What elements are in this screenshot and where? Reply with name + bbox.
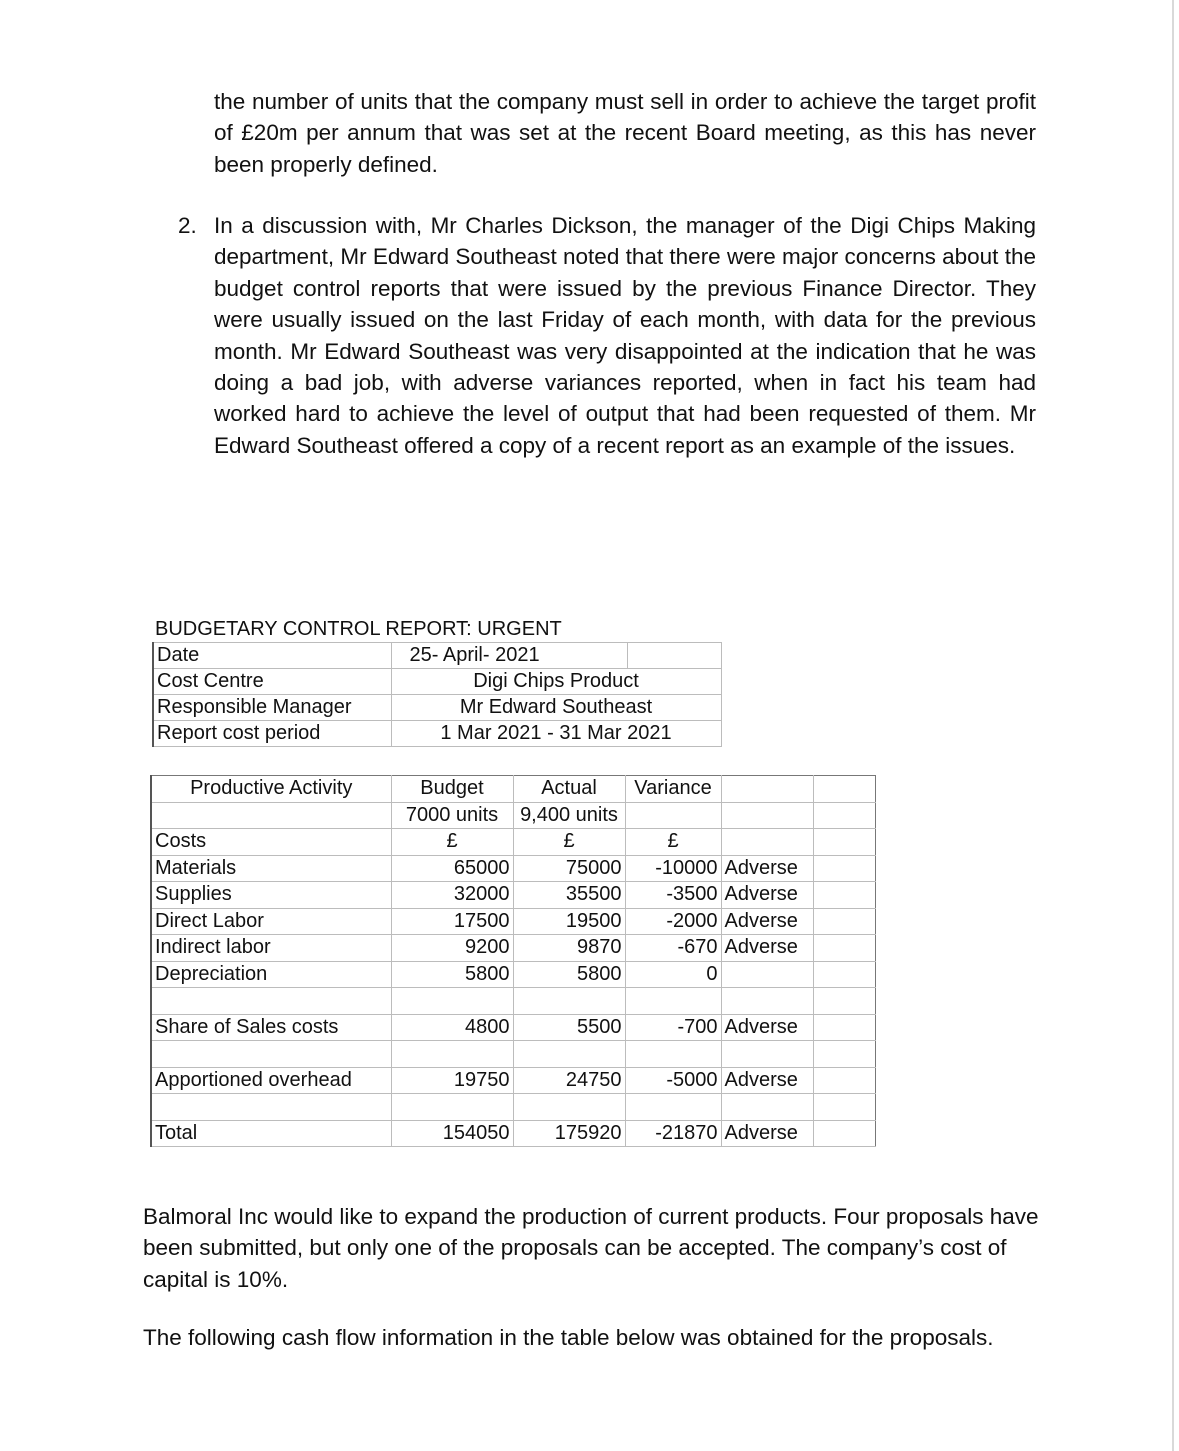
empty-cell: [513, 988, 625, 1015]
variance-value: -21870: [625, 1120, 721, 1147]
units-row: [151, 802, 875, 829]
empty-cell: [813, 802, 875, 829]
actual-value: 5800: [513, 961, 625, 988]
empty-cell: [813, 1014, 875, 1041]
header-row: [153, 721, 721, 747]
col-actual: Actual: [513, 776, 625, 803]
spacer-row: [151, 1094, 875, 1121]
actual-value: 75000: [513, 855, 625, 882]
budget-value: 154050: [391, 1120, 513, 1147]
row-label: Total: [151, 1120, 391, 1147]
table-row: [151, 882, 875, 909]
empty-cell: [721, 1094, 813, 1121]
empty-cell: [721, 829, 813, 856]
empty-cell: [813, 1120, 875, 1147]
variance-value: -5000: [625, 1067, 721, 1094]
empty-cell: [813, 1094, 875, 1121]
paragraph-discussion: In a discussion with, Mr Charles Dickson, the manager of the Digi Chips Making department, Mr Edward Southeast noted that there were major concerns about the budget control reports that were issued by the previous Finance Director. They were usually issued on the last Friday of each month, with data for the previous month. Mr Edward Southeast was very disappointed at the indication that he was doing a bad job, with adverse variances reported, when in fact his team had worked hard to achieve the level of output that had been requested of them. Mr Edward Southeast offered a copy of a recent report as an example of the issues.: [214, 213, 1036, 458]
budget-value: 32000: [391, 882, 513, 909]
actual-value: 19500: [513, 908, 625, 935]
variance-note: Adverse: [721, 1014, 813, 1041]
col-budget: Budget: [391, 776, 513, 803]
currency-symbol: £: [513, 829, 625, 856]
row-label: Direct Labor: [151, 908, 391, 935]
empty-cell: [625, 1041, 721, 1068]
empty-cell: [813, 1041, 875, 1068]
empty-cell: [627, 643, 721, 669]
empty-cell: [813, 882, 875, 909]
row-label: Share of Sales costs: [151, 1014, 391, 1041]
table-row: [151, 855, 875, 882]
table-row: [151, 1067, 875, 1094]
report-title: BUDGETARY CONTROL REPORT: URGENT: [155, 618, 562, 640]
header-row: [153, 695, 721, 721]
empty-cell: [813, 829, 875, 856]
budget-value: 19750: [391, 1067, 513, 1094]
spacer-row: [151, 988, 875, 1015]
col-variance: Variance: [625, 776, 721, 803]
variance-note: Adverse: [721, 935, 813, 962]
empty-cell: [391, 988, 513, 1015]
header-value: Digi Chips Product: [391, 669, 721, 695]
variance-value: 0: [625, 961, 721, 988]
budget-value: 9200: [391, 935, 513, 962]
empty-cell: [813, 855, 875, 882]
empty-cell: [151, 802, 391, 829]
date-value: 25- April- 2021: [409, 644, 540, 666]
row-label: Costs: [151, 829, 391, 856]
budget-value: 65000: [391, 855, 513, 882]
variance-note: Adverse: [721, 908, 813, 935]
variance-note: Adverse: [721, 1120, 813, 1147]
actual-value: 35500: [513, 882, 625, 909]
row-label: Depreciation: [151, 961, 391, 988]
list-number: 2.: [178, 213, 197, 238]
header-row: [153, 643, 721, 669]
budget-value: 5800: [391, 961, 513, 988]
variance-note: Adverse: [721, 882, 813, 909]
empty-cell: [813, 935, 875, 962]
currency-symbol: £: [625, 829, 721, 856]
paragraph-cash-flow: The following cash flow information in the table below was obtained for the proposals.: [143, 1325, 994, 1350]
paragraph-target-profit: the number of units that the company must sell in order to achieve the target profit of £20m per annum that was set at the recent Board meeting, as this has never been properly defined.: [214, 89, 1036, 177]
header-label: Report cost period: [153, 721, 391, 747]
empty-cell: [391, 1094, 513, 1121]
variance-value: -670: [625, 935, 721, 962]
table-row: [151, 1014, 875, 1041]
variance-note: Adverse: [721, 855, 813, 882]
empty-cell: [721, 776, 813, 803]
empty-cell: [813, 776, 875, 803]
budget-value: 17500: [391, 908, 513, 935]
empty-cell: [625, 988, 721, 1015]
empty-cell: [813, 961, 875, 988]
empty-cell: [513, 1094, 625, 1121]
empty-cell: [625, 802, 721, 829]
budget-control-table: [150, 775, 876, 1147]
currency-symbol: £: [391, 829, 513, 856]
total-row: [151, 1120, 875, 1147]
empty-cell: [813, 988, 875, 1015]
budget-units: 7000 units: [391, 802, 513, 829]
variance-note: [721, 961, 813, 988]
empty-cell: [721, 988, 813, 1015]
actual-value: 9870: [513, 935, 625, 962]
table-row: [151, 961, 875, 988]
empty-cell: [721, 802, 813, 829]
header-value: [391, 643, 627, 669]
col-activity: Productive Activity: [151, 776, 391, 803]
actual-value: 5500: [513, 1014, 625, 1041]
variance-value: -2000: [625, 908, 721, 935]
row-label: Supplies: [151, 882, 391, 909]
row-label: Apportioned overhead: [151, 1067, 391, 1094]
paragraph-proposals: Balmoral Inc would like to expand the production of current products. Four proposals have been submitted, but only one of the proposals can be accepted. The company’s cost of capital is 10%.: [143, 1204, 1039, 1292]
budget-value: 4800: [391, 1014, 513, 1041]
actual-units: 9,400 units: [513, 802, 625, 829]
spacer-row: [151, 1041, 875, 1068]
empty-cell: [151, 1094, 391, 1121]
header-label: Cost Centre: [153, 669, 391, 695]
header-row: [153, 669, 721, 695]
row-label: Materials: [151, 855, 391, 882]
actual-value: 24750: [513, 1067, 625, 1094]
column-header-row: [151, 776, 875, 803]
empty-cell: [151, 1041, 391, 1068]
empty-cell: [813, 908, 875, 935]
variance-value: -700: [625, 1014, 721, 1041]
variance-value: -3500: [625, 882, 721, 909]
actual-value: 175920: [513, 1120, 625, 1147]
empty-cell: [391, 1041, 513, 1068]
empty-cell: [813, 1067, 875, 1094]
variance-note: Adverse: [721, 1067, 813, 1094]
variance-value: -10000: [625, 855, 721, 882]
empty-cell: [513, 1041, 625, 1068]
empty-cell: [721, 1041, 813, 1068]
row-label: Indirect labor: [151, 935, 391, 962]
report-header-table: [152, 642, 722, 747]
header-value: 1 Mar 2021 - 31 Mar 2021: [391, 721, 721, 747]
table-row: [151, 935, 875, 962]
table-row: [151, 829, 875, 856]
header-value: Mr Edward Southeast: [391, 695, 721, 721]
header-label: Responsible Manager: [153, 695, 391, 721]
header-label: Date: [153, 643, 391, 669]
table-row: [151, 908, 875, 935]
page-edge-line: [1172, 0, 1174, 1451]
empty-cell: [625, 1094, 721, 1121]
empty-cell: [151, 988, 391, 1015]
